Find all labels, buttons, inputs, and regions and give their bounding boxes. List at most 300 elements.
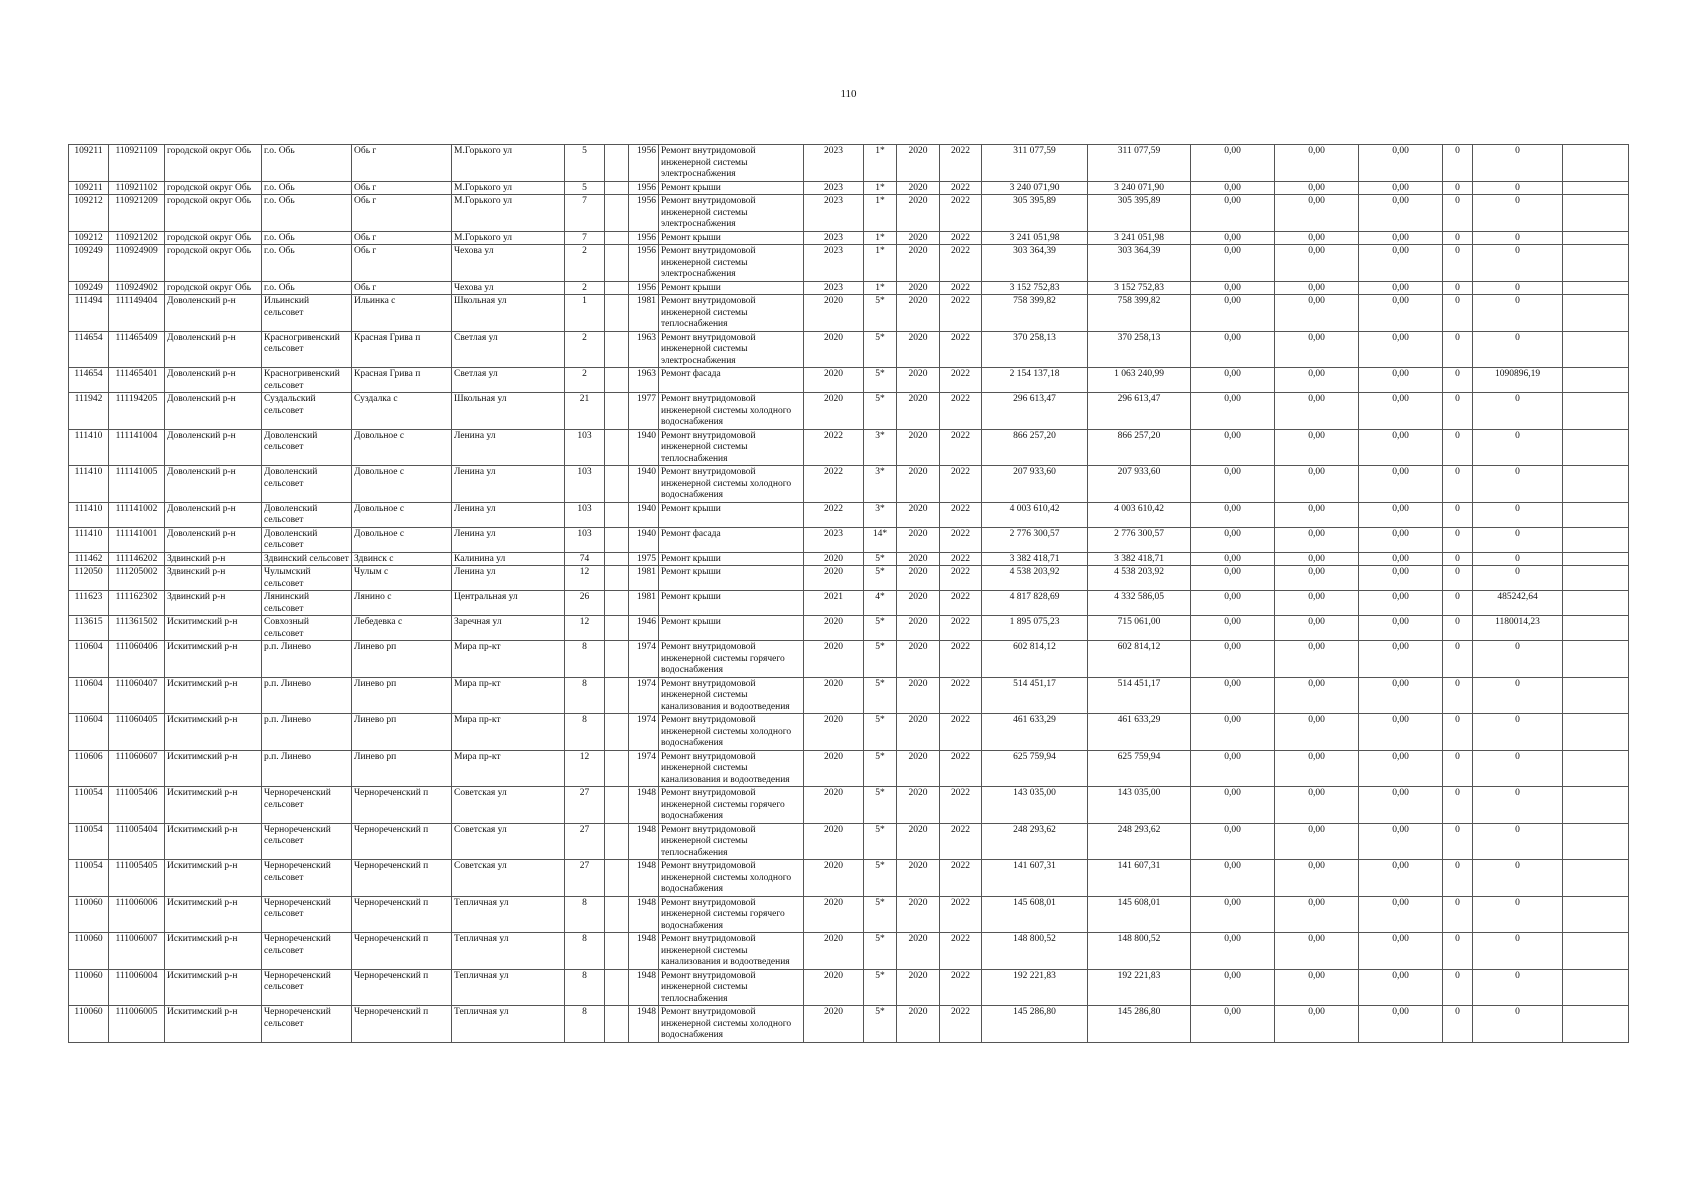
cell-locality: Ильинка с (352, 295, 452, 332)
cell-year-start: 2020 (897, 787, 940, 824)
cell-local-budget: 0,00 (1275, 429, 1359, 466)
cell-year-start: 2020 (897, 527, 940, 552)
cell-fund-cost: 145 286,80 (1088, 1006, 1191, 1043)
cell-municipal-district: Доволенский р-н (165, 393, 262, 430)
cell-regional-budget: 0,00 (1191, 245, 1275, 282)
cell-work-type: Ремонт внутридомовой инженерной системы электроснабжения (659, 245, 804, 282)
cell-settlement: Ильинский сельсовет (262, 295, 352, 332)
table-row (69, 933, 1629, 970)
cell-note: 5* (864, 368, 897, 393)
cell-owners-funds: 0,00 (1359, 393, 1443, 430)
cell-fund-cost: 3 382 418,71 (1088, 552, 1191, 566)
cell-extra-funds: 485242,64 (1473, 591, 1563, 616)
cell-fund-cost: 207 933,60 (1088, 466, 1191, 503)
cell-note: 3* (864, 429, 897, 466)
table-row (69, 896, 1629, 933)
cell-extra-funds: 0 (1473, 281, 1563, 295)
cell-note: 5* (864, 860, 897, 897)
cell-regional-budget: 0,00 (1191, 429, 1275, 466)
cell-work-id: 110921102 (109, 181, 165, 195)
cell-house-number: 12 (565, 750, 605, 787)
cell-total-cost: 192 221,83 (982, 969, 1088, 1006)
cell-extra-funds: 0 (1473, 1006, 1563, 1043)
cell-note: 5* (864, 552, 897, 566)
cell-street: Ленина ул (452, 466, 565, 503)
cell-settlement: р.п. Линево (262, 750, 352, 787)
cell-note: 3* (864, 502, 897, 527)
cell-year-start: 2020 (897, 281, 940, 295)
cell-local-budget: 0,00 (1275, 677, 1359, 714)
cell-house-number: 74 (565, 552, 605, 566)
cell-year-built: 1940 (629, 466, 659, 503)
cell-plan-year: 2020 (804, 616, 864, 641)
cell-owners-funds: 0,00 (1359, 145, 1443, 182)
table-row (69, 566, 1629, 591)
cell-extra-funds: 0 (1473, 527, 1563, 552)
cell-extra-funds: 0 (1473, 393, 1563, 430)
cell-other: 0 (1443, 896, 1473, 933)
cell-fund-cost: 311 077,59 (1088, 145, 1191, 182)
cell-year-start: 2020 (897, 860, 940, 897)
cell-extra-funds: 0 (1473, 145, 1563, 182)
cell-plan-year: 2020 (804, 331, 864, 368)
cell-note: 5* (864, 896, 897, 933)
cell-year-start: 2020 (897, 641, 940, 678)
cell-fund-cost: 4 003 610,42 (1088, 502, 1191, 527)
cell-work-type: Ремонт внутридомовой инженерной системы теплоснабжения (659, 969, 804, 1006)
cell-year-built: 1974 (629, 641, 659, 678)
cell-municipal-district: Искитимский р-н (165, 1006, 262, 1043)
cell-extra-funds: 0 (1473, 295, 1563, 332)
cell-note: 5* (864, 969, 897, 1006)
cell-other: 0 (1443, 245, 1473, 282)
cell-total-cost: 3 241 051,98 (982, 231, 1088, 245)
cell-spare (1563, 677, 1629, 714)
cell-spare (1563, 552, 1629, 566)
cell-owners-funds: 0,00 (1359, 429, 1443, 466)
cell-note: 1* (864, 145, 897, 182)
cell-municipal-district: Искитимский р-н (165, 750, 262, 787)
cell-note: 5* (864, 295, 897, 332)
cell-settlement: Суздальский сельсовет (262, 393, 352, 430)
cell-total-cost: 311 077,59 (982, 145, 1088, 182)
cell-fund-cost: 1 063 240,99 (1088, 368, 1191, 393)
cell-locality: Обь г (352, 195, 452, 232)
cell-regional-budget: 0,00 (1191, 195, 1275, 232)
cell-house-number: 27 (565, 823, 605, 860)
cell-municipal-district: Доволенский р-н (165, 429, 262, 466)
cell-year-end: 2022 (940, 566, 982, 591)
cell-spare (1563, 195, 1629, 232)
cell-year-built: 1956 (629, 245, 659, 282)
cell-work-type: Ремонт крыши (659, 502, 804, 527)
cell-extra-funds: 0 (1473, 714, 1563, 751)
cell-regional-budget: 0,00 (1191, 393, 1275, 430)
cell-street: Тепличная ул (452, 896, 565, 933)
cell-fund-cost: 866 257,20 (1088, 429, 1191, 466)
cell-object-id: 111410 (69, 429, 109, 466)
cell-other: 0 (1443, 466, 1473, 503)
cell-locality: Линево рп (352, 641, 452, 678)
cell-owners-funds: 0,00 (1359, 1006, 1443, 1043)
cell-work-id: 110924909 (109, 245, 165, 282)
cell-street: Мира пр-кт (452, 677, 565, 714)
cell-house-number: 21 (565, 393, 605, 430)
cell-regional-budget: 0,00 (1191, 677, 1275, 714)
table-row (69, 591, 1629, 616)
cell-work-id: 111060406 (109, 641, 165, 678)
cell-object-id: 114654 (69, 368, 109, 393)
cell-street: М.Горького ул (452, 181, 565, 195)
cell-work-id: 111060407 (109, 677, 165, 714)
cell-other: 0 (1443, 281, 1473, 295)
cell-other: 0 (1443, 714, 1473, 751)
cell-settlement: Чернореченский сельсовет (262, 969, 352, 1006)
table-body (69, 145, 1629, 1043)
cell-settlement: р.п. Линево (262, 714, 352, 751)
cell-regional-budget: 0,00 (1191, 331, 1275, 368)
cell-work-type: Ремонт внутридомовой инженерной системы холодного водоснабжения (659, 860, 804, 897)
cell-extra-funds: 0 (1473, 331, 1563, 368)
cell-street: Заречная ул (452, 616, 565, 641)
cell-year-start: 2020 (897, 145, 940, 182)
cell-year-built: 1956 (629, 195, 659, 232)
cell-owners-funds: 0,00 (1359, 616, 1443, 641)
cell-owners-funds: 0,00 (1359, 933, 1443, 970)
cell-work-type: Ремонт крыши (659, 231, 804, 245)
cell-note: 4* (864, 591, 897, 616)
cell-object-id: 110060 (69, 896, 109, 933)
cell-building (605, 896, 629, 933)
cell-building (605, 195, 629, 232)
cell-year-start: 2020 (897, 231, 940, 245)
page-number: 110 (840, 88, 857, 100)
cell-total-cost: 1 895 075,23 (982, 616, 1088, 641)
cell-other: 0 (1443, 787, 1473, 824)
cell-local-budget: 0,00 (1275, 591, 1359, 616)
cell-owners-funds: 0,00 (1359, 295, 1443, 332)
cell-work-type: Ремонт крыши (659, 281, 804, 295)
cell-fund-cost: 3 152 752,83 (1088, 281, 1191, 295)
table-row (69, 281, 1629, 295)
cell-local-budget: 0,00 (1275, 552, 1359, 566)
cell-extra-funds: 0 (1473, 750, 1563, 787)
cell-extra-funds: 0 (1473, 552, 1563, 566)
cell-street: Чехова ул (452, 281, 565, 295)
cell-owners-funds: 0,00 (1359, 245, 1443, 282)
cell-note: 1* (864, 195, 897, 232)
cell-work-id: 111162302 (109, 591, 165, 616)
cell-owners-funds: 0,00 (1359, 195, 1443, 232)
cell-house-number: 8 (565, 933, 605, 970)
cell-total-cost: 514 451,17 (982, 677, 1088, 714)
cell-year-start: 2020 (897, 750, 940, 787)
cell-work-type: Ремонт внутридомовой инженерной системы горячего водоснабжения (659, 641, 804, 678)
cell-local-budget: 0,00 (1275, 393, 1359, 430)
cell-object-id: 110060 (69, 1006, 109, 1043)
cell-locality: Лебедевка с (352, 616, 452, 641)
cell-other: 0 (1443, 566, 1473, 591)
cell-object-id: 111462 (69, 552, 109, 566)
cell-fund-cost: 4 332 586,05 (1088, 591, 1191, 616)
cell-total-cost: 145 286,80 (982, 1006, 1088, 1043)
cell-other: 0 (1443, 393, 1473, 430)
cell-plan-year: 2020 (804, 566, 864, 591)
cell-owners-funds: 0,00 (1359, 677, 1443, 714)
cell-owners-funds: 0,00 (1359, 281, 1443, 295)
cell-local-budget: 0,00 (1275, 616, 1359, 641)
cell-year-end: 2022 (940, 860, 982, 897)
cell-plan-year: 2023 (804, 145, 864, 182)
cell-settlement: г.о. Обь (262, 245, 352, 282)
cell-work-type: Ремонт внутридомовой инженерной системы холодного водоснабжения (659, 466, 804, 503)
cell-settlement: Чернореченский сельсовет (262, 933, 352, 970)
cell-municipal-district: Искитимский р-н (165, 616, 262, 641)
cell-total-cost: 145 608,01 (982, 896, 1088, 933)
cell-local-budget: 0,00 (1275, 641, 1359, 678)
cell-other: 0 (1443, 502, 1473, 527)
cell-other: 0 (1443, 860, 1473, 897)
cell-extra-funds: 0 (1473, 195, 1563, 232)
cell-regional-budget: 0,00 (1191, 527, 1275, 552)
cell-year-end: 2022 (940, 933, 982, 970)
cell-street: Чехова ул (452, 245, 565, 282)
cell-local-budget: 0,00 (1275, 787, 1359, 824)
cell-year-built: 1948 (629, 1006, 659, 1043)
cell-settlement: Красногривенский сельсовет (262, 368, 352, 393)
cell-total-cost: 4 538 203,92 (982, 566, 1088, 591)
cell-year-end: 2022 (940, 677, 982, 714)
cell-owners-funds: 0,00 (1359, 181, 1443, 195)
cell-settlement: г.о. Обь (262, 181, 352, 195)
cell-object-id: 109249 (69, 245, 109, 282)
cell-note: 5* (864, 641, 897, 678)
cell-plan-year: 2020 (804, 714, 864, 751)
cell-other: 0 (1443, 1006, 1473, 1043)
cell-local-budget: 0,00 (1275, 502, 1359, 527)
cell-total-cost: 625 759,94 (982, 750, 1088, 787)
cell-year-built: 1974 (629, 750, 659, 787)
cell-total-cost: 866 257,20 (982, 429, 1088, 466)
cell-total-cost: 4 817 828,69 (982, 591, 1088, 616)
cell-spare (1563, 331, 1629, 368)
cell-work-id: 110921209 (109, 195, 165, 232)
cell-spare (1563, 933, 1629, 970)
cell-street: Ленина ул (452, 429, 565, 466)
cell-year-built: 1948 (629, 823, 659, 860)
cell-municipal-district: Искитимский р-н (165, 969, 262, 1006)
table-row (69, 231, 1629, 245)
cell-spare (1563, 896, 1629, 933)
cell-plan-year: 2020 (804, 969, 864, 1006)
cell-settlement: Чернореченский сельсовет (262, 896, 352, 933)
cell-object-id: 109249 (69, 281, 109, 295)
cell-extra-funds: 0 (1473, 677, 1563, 714)
cell-year-start: 2020 (897, 969, 940, 1006)
cell-object-id: 109212 (69, 231, 109, 245)
cell-work-id: 111146202 (109, 552, 165, 566)
cell-settlement: Чернореченский сельсовет (262, 1006, 352, 1043)
cell-municipal-district: Доволенский р-н (165, 502, 262, 527)
cell-street: Советская ул (452, 787, 565, 824)
cell-year-start: 2020 (897, 714, 940, 751)
cell-street: Ленина ул (452, 527, 565, 552)
cell-spare (1563, 750, 1629, 787)
cell-plan-year: 2020 (804, 1006, 864, 1043)
table-row (69, 527, 1629, 552)
cell-building (605, 368, 629, 393)
cell-spare (1563, 641, 1629, 678)
cell-local-budget: 0,00 (1275, 331, 1359, 368)
cell-locality: Суздалка с (352, 393, 452, 430)
cell-work-id: 111005405 (109, 860, 165, 897)
cell-municipal-district: городской округ Обь (165, 181, 262, 195)
cell-extra-funds: 0 (1473, 641, 1563, 678)
cell-work-type: Ремонт внутридомовой инженерной системы холодного водоснабжения (659, 393, 804, 430)
cell-fund-cost: 758 399,82 (1088, 295, 1191, 332)
cell-year-built: 1981 (629, 295, 659, 332)
cell-local-budget: 0,00 (1275, 281, 1359, 295)
cell-work-type: Ремонт внутридомовой инженерной системы канализования и водоотведения (659, 677, 804, 714)
cell-note: 5* (864, 1006, 897, 1043)
cell-year-start: 2020 (897, 591, 940, 616)
cell-object-id: 111942 (69, 393, 109, 430)
cell-work-type: Ремонт внутридомовой инженерной системы электроснабжения (659, 331, 804, 368)
cell-work-id: 111006006 (109, 896, 165, 933)
cell-work-id: 111006007 (109, 933, 165, 970)
cell-spare (1563, 145, 1629, 182)
cell-locality: Чулым с (352, 566, 452, 591)
cell-year-built: 1956 (629, 281, 659, 295)
cell-work-id: 111141002 (109, 502, 165, 527)
cell-spare (1563, 231, 1629, 245)
cell-extra-funds: 0 (1473, 502, 1563, 527)
cell-spare (1563, 566, 1629, 591)
cell-building (605, 552, 629, 566)
cell-work-id: 111149404 (109, 295, 165, 332)
cell-year-end: 2022 (940, 393, 982, 430)
cell-note: 1* (864, 245, 897, 282)
cell-extra-funds: 0 (1473, 823, 1563, 860)
cell-year-start: 2020 (897, 245, 940, 282)
cell-house-number: 26 (565, 591, 605, 616)
cell-plan-year: 2023 (804, 245, 864, 282)
cell-building (605, 331, 629, 368)
cell-extra-funds: 0 (1473, 787, 1563, 824)
cell-work-id: 111465401 (109, 368, 165, 393)
table-row (69, 502, 1629, 527)
cell-year-start: 2020 (897, 393, 940, 430)
cell-year-end: 2022 (940, 466, 982, 503)
cell-municipal-district: Искитимский р-н (165, 714, 262, 751)
cell-spare (1563, 181, 1629, 195)
cell-street: Школьная ул (452, 295, 565, 332)
cell-year-start: 2020 (897, 295, 940, 332)
cell-owners-funds: 0,00 (1359, 331, 1443, 368)
cell-object-id: 109211 (69, 181, 109, 195)
cell-owners-funds: 0,00 (1359, 823, 1443, 860)
cell-street: Советская ул (452, 860, 565, 897)
cell-work-id: 111060607 (109, 750, 165, 787)
cell-other: 0 (1443, 591, 1473, 616)
cell-work-type: Ремонт внутридомовой инженерной системы холодного водоснабжения (659, 714, 804, 751)
cell-settlement: р.п. Линево (262, 641, 352, 678)
cell-street: Мира пр-кт (452, 714, 565, 751)
cell-total-cost: 248 293,62 (982, 823, 1088, 860)
cell-municipal-district: Искитимский р-н (165, 896, 262, 933)
cell-owners-funds: 0,00 (1359, 466, 1443, 503)
cell-settlement: Доволенский сельсовет (262, 527, 352, 552)
cell-year-built: 1940 (629, 502, 659, 527)
table-row (69, 368, 1629, 393)
cell-local-budget: 0,00 (1275, 295, 1359, 332)
cell-fund-cost: 625 759,94 (1088, 750, 1191, 787)
cell-plan-year: 2023 (804, 281, 864, 295)
cell-spare (1563, 616, 1629, 641)
cell-settlement: Доволенский сельсовет (262, 429, 352, 466)
cell-locality: Линево рп (352, 750, 452, 787)
cell-note: 5* (864, 677, 897, 714)
cell-total-cost: 3 152 752,83 (982, 281, 1088, 295)
cell-year-end: 2022 (940, 281, 982, 295)
cell-year-start: 2020 (897, 181, 940, 195)
cell-local-budget: 0,00 (1275, 466, 1359, 503)
cell-local-budget: 0,00 (1275, 1006, 1359, 1043)
capital-repair-table (68, 144, 1629, 1043)
cell-total-cost: 207 933,60 (982, 466, 1088, 503)
cell-local-budget: 0,00 (1275, 195, 1359, 232)
cell-street: М.Горького ул (452, 231, 565, 245)
cell-object-id: 110604 (69, 641, 109, 678)
cell-regional-budget: 0,00 (1191, 616, 1275, 641)
cell-plan-year: 2020 (804, 750, 864, 787)
cell-work-type: Ремонт внутридомовой инженерной системы теплоснабжения (659, 429, 804, 466)
cell-plan-year: 2021 (804, 591, 864, 616)
table-row (69, 331, 1629, 368)
cell-plan-year: 2020 (804, 896, 864, 933)
cell-house-number: 8 (565, 677, 605, 714)
cell-fund-cost: 514 451,17 (1088, 677, 1191, 714)
cell-total-cost: 2 154 137,18 (982, 368, 1088, 393)
cell-house-number: 1 (565, 295, 605, 332)
cell-locality: Обь г (352, 231, 452, 245)
cell-house-number: 7 (565, 195, 605, 232)
cell-local-budget: 0,00 (1275, 566, 1359, 591)
cell-other: 0 (1443, 969, 1473, 1006)
cell-municipal-district: Искитимский р-н (165, 787, 262, 824)
cell-plan-year: 2020 (804, 295, 864, 332)
cell-regional-budget: 0,00 (1191, 145, 1275, 182)
cell-building (605, 145, 629, 182)
cell-year-start: 2020 (897, 896, 940, 933)
cell-plan-year: 2022 (804, 466, 864, 503)
cell-spare (1563, 714, 1629, 751)
table-row (69, 860, 1629, 897)
cell-total-cost: 4 003 610,42 (982, 502, 1088, 527)
cell-fund-cost: 248 293,62 (1088, 823, 1191, 860)
cell-work-id: 111006005 (109, 1006, 165, 1043)
cell-owners-funds: 0,00 (1359, 896, 1443, 933)
cell-year-start: 2020 (897, 552, 940, 566)
cell-local-budget: 0,00 (1275, 896, 1359, 933)
cell-owners-funds: 0,00 (1359, 750, 1443, 787)
cell-settlement: г.о. Обь (262, 195, 352, 232)
cell-street: М.Горького ул (452, 195, 565, 232)
cell-other: 0 (1443, 181, 1473, 195)
cell-house-number: 8 (565, 641, 605, 678)
cell-locality: Обь г (352, 181, 452, 195)
cell-note: 3* (864, 466, 897, 503)
